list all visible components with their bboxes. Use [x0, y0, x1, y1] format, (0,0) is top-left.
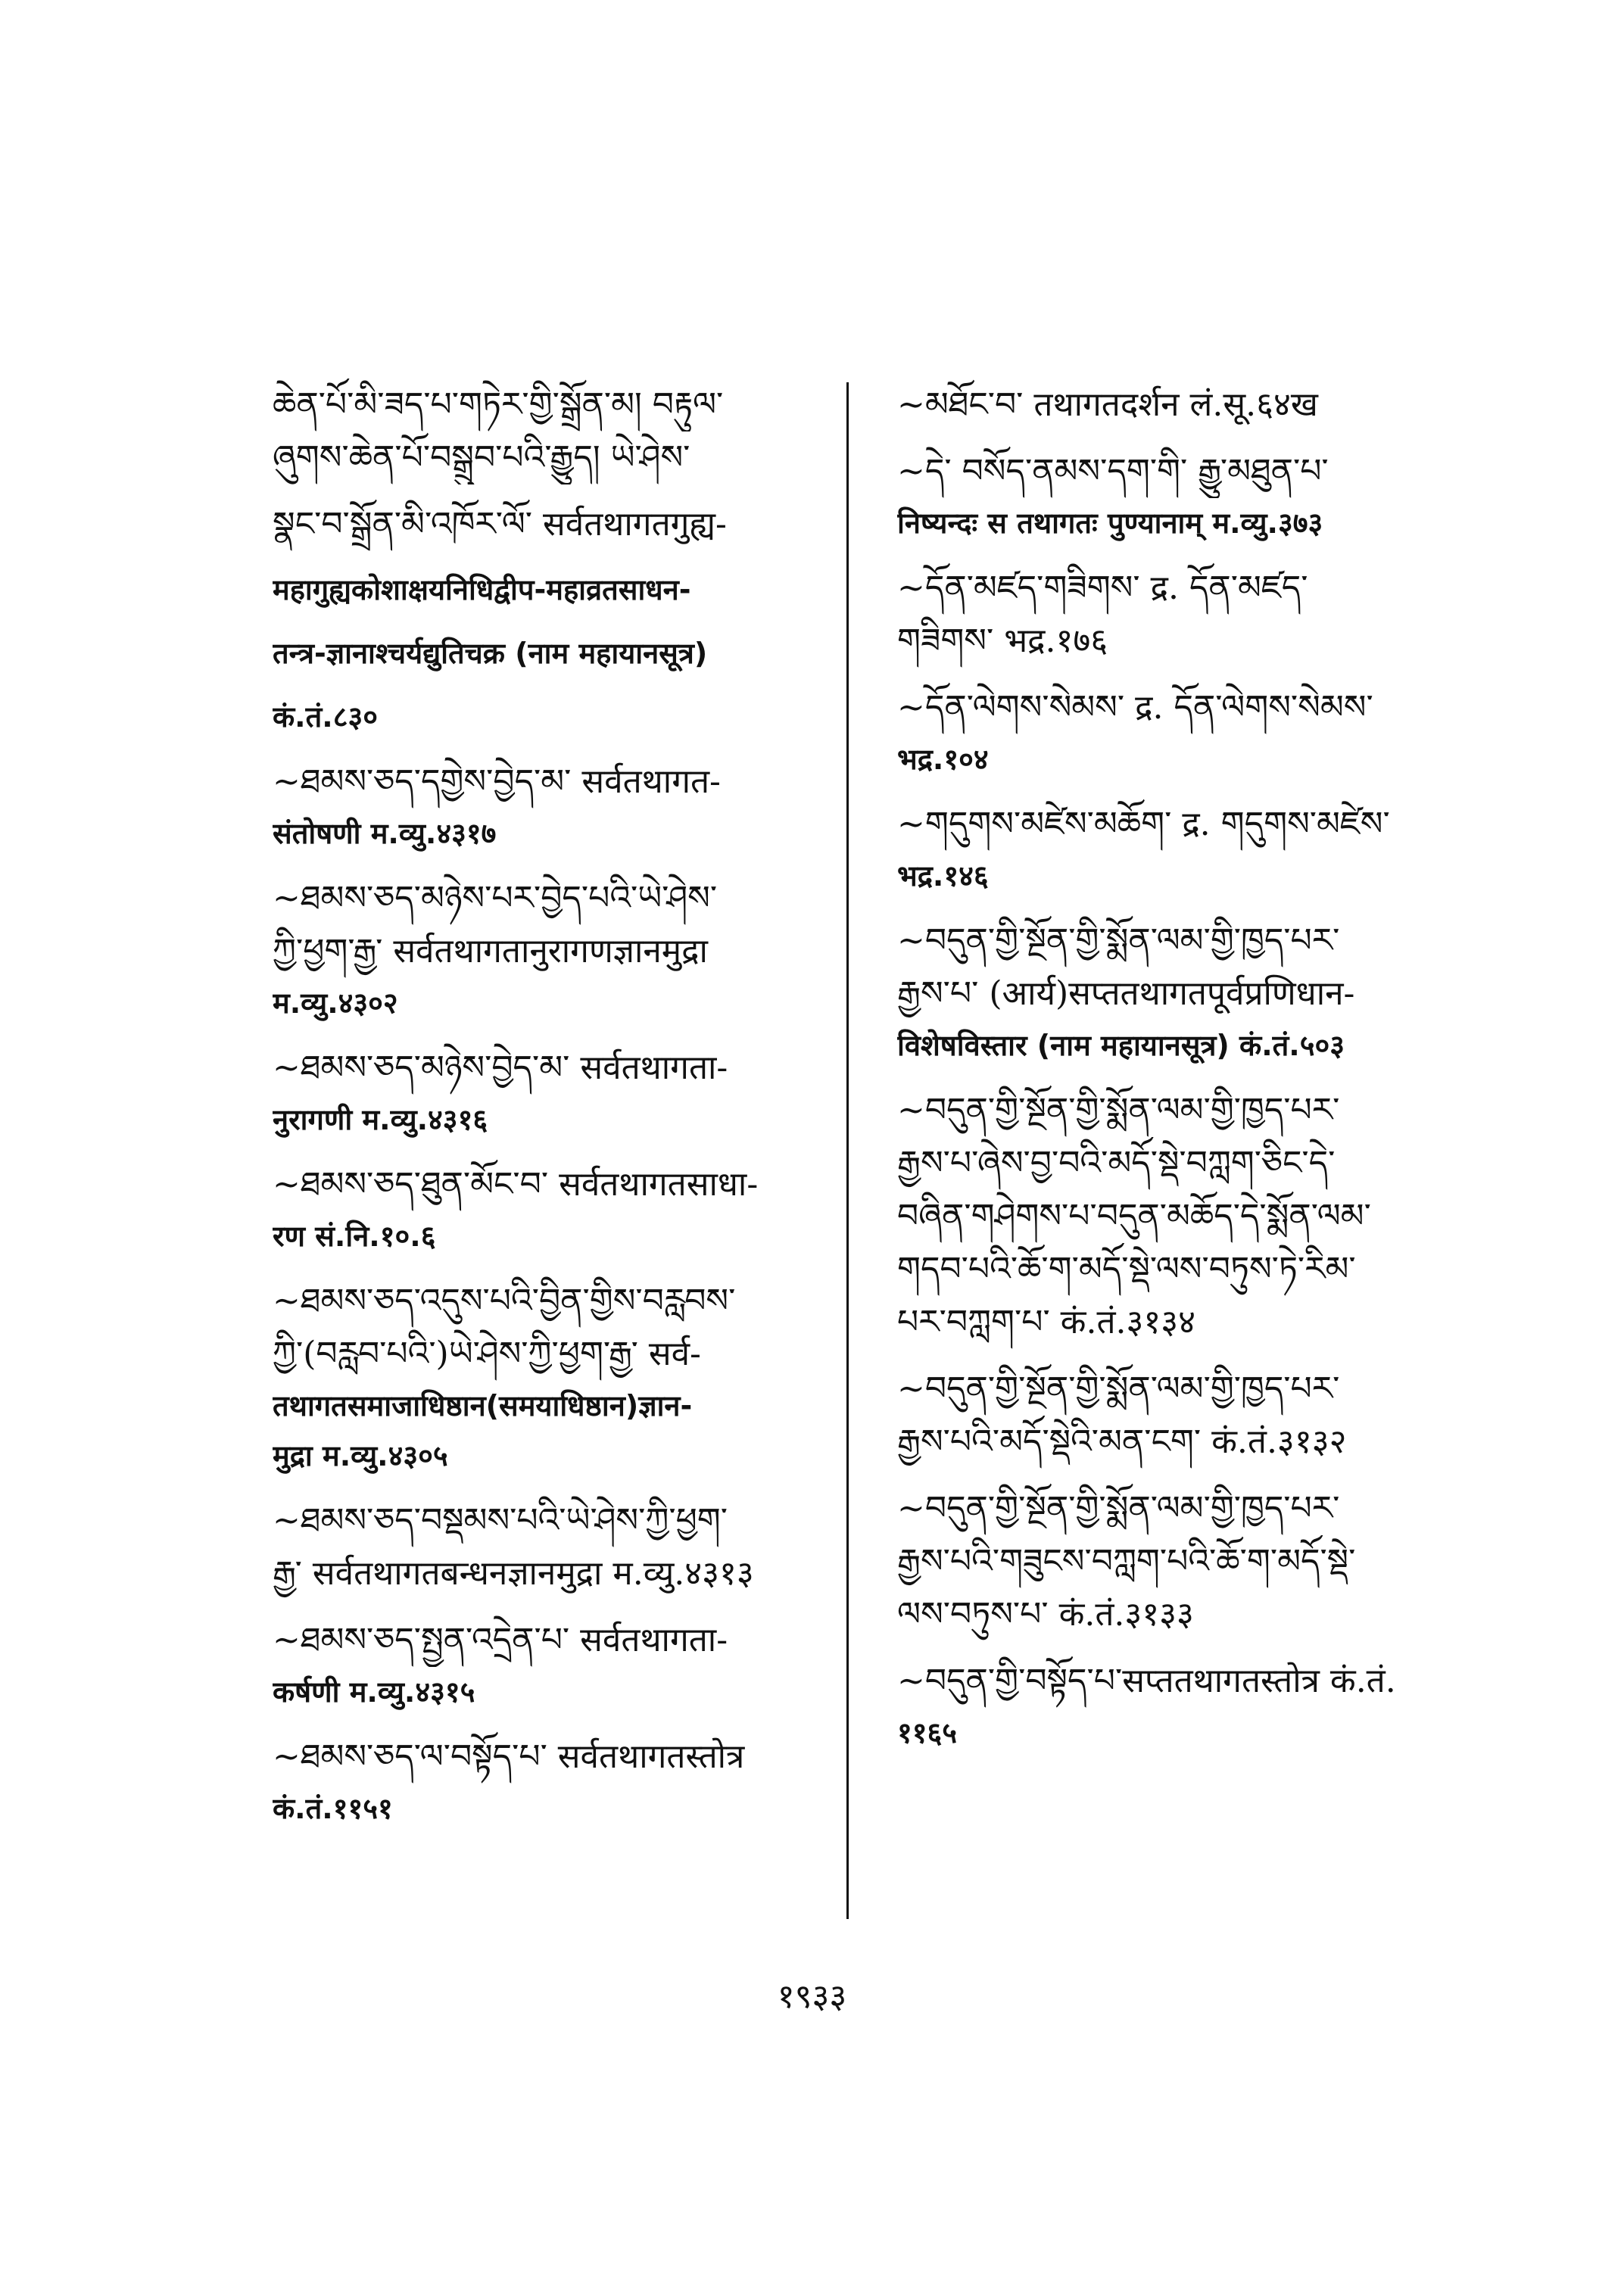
entry-line: भद्र.१४६ — [897, 859, 989, 893]
entry-line: ११६५ — [897, 1716, 958, 1749]
entry-line: तन्त्र-ज्ञानाश्चर्यद्युतिचक्र (नाम महायानसूत्र) — [273, 637, 708, 670]
entry-line: ལས་བཏུས་པ་ कं.तं.३१३३ — [897, 1595, 1194, 1634]
entry-line: ~དོན་ལེགས་སེམས་ द्र. དོན་ལེགས་སེམས་ — [897, 688, 1373, 727]
dictionary-entry — [273, 565, 837, 615]
entry-line: ~ཐམས་ཅད་མཉེས་པར་བྱེད་པའི་ཡེ་ཤེས་ — [273, 879, 718, 918]
dictionary-entry — [897, 379, 1461, 431]
dictionary-entry — [273, 692, 837, 742]
entry-line: कं.तं.८३० — [273, 700, 378, 734]
dictionary-entry — [273, 379, 837, 484]
entry-line: ཀྱི་(བརླབ་པའི་)ཡེ་ཤེས་ཀྱི་ཕྱག་རྒྱ་ सर्व- — [273, 1335, 701, 1373]
right-column — [897, 379, 1461, 1771]
entry-line: ~དོན་མཛད་གཟིགས་ द्र. དོན་མཛད་ — [897, 569, 1308, 607]
dictionary-entry — [273, 628, 837, 678]
dictionary-entry — [273, 1731, 837, 1833]
entry-line: རྒྱས་པ་ཞེས་བྱ་བའི་མདོ་སྡེ་བཀླག་ཅིང་དེ་ — [897, 1144, 1336, 1182]
dictionary-entry — [273, 872, 837, 1028]
dictionary-entry — [897, 1655, 1461, 1758]
entry-line: मुद्रा म.व्यु.४३०५ — [273, 1439, 448, 1472]
entry-line: महागुह्यकोशाक्षयनिधिद्वीप-महाव्रतसाधन- — [273, 573, 691, 606]
entry-line: སྣང་བ་སྒྲོན་མི་འཁོར་ལོ་ सर्वतथागतगुह्य- — [273, 505, 727, 544]
dictionary-entry — [273, 1614, 837, 1717]
entry-line: ~བདུན་གྱི་སྔོན་གྱི་སྨོན་ལམ་གྱི་ཁྱད་པར་ — [897, 1489, 1340, 1528]
dictionary-entry — [897, 914, 1461, 1070]
entry-line: ~ཐམས་ཅད་བསྡམས་པའི་ཡེ་ཤེས་ཀྱི་ཕྱག་ — [273, 1501, 728, 1540]
entry-line: संतोषणी म.व्यु.४३१७ — [273, 817, 497, 850]
dictionary-entry — [897, 1482, 1461, 1641]
entry-line: ~ཐམས་ཅད་མཉེས་བྱེད་མ་ सर्वतथागता- — [273, 1048, 728, 1087]
dictionary-entry — [897, 1084, 1461, 1349]
entry-line: ~གདུགས་མཛེས་མཆོག་ द्र. གདུགས་མཛེས་ — [897, 805, 1390, 843]
entry-line: ~བདུན་གྱི་སྔོན་གྱི་སྨོན་ལམ་གྱི་ཁྱད་པར་ — [897, 1091, 1340, 1129]
entry-line: རྒྱ་ सर्वतथागतबन्धनज्ञानमुद्रा म.व्यु.४३१३ — [273, 1554, 754, 1593]
dictionary-entry — [897, 681, 1461, 784]
entry-line: ~དེ་ བསོད་ནམས་དག་གི་ རྒྱུ་མཐུན་པ་ — [897, 452, 1329, 491]
entry-line: ~ཐམས་ཅད་སྤྱན་འདྲེན་པ་ सर्वतथागता- — [273, 1621, 728, 1659]
dictionary-entry — [897, 562, 1461, 668]
entry-line: གཟིགས་ भद्र.१७६ — [897, 622, 1108, 660]
dictionary-entry — [273, 1275, 837, 1481]
entry-line: कं.तं.११५१ — [273, 1792, 393, 1825]
entry-line: ~བདུན་གྱི་སྔོན་གྱི་སྨོན་ལམ་གྱི་ཁྱད་པར་ — [897, 1369, 1340, 1408]
entry-line: རྒྱས་པ་ (आर्य)सप्ततथागतपूर्वप्रणिधान- — [897, 974, 1355, 1013]
entry-line: བཞིན་གཤེགས་པ་བདུན་མཆོད་དེ་སྨོན་ལམ་ — [897, 1197, 1371, 1235]
entry-line: कर्षणी म.व्यु.४३१५ — [273, 1675, 475, 1709]
entry-line: གདབ་པའི་ཆོ་ག་མདོ་སྡེ་ལས་བཏུས་ཏེ་རིམ་ — [897, 1250, 1356, 1288]
entry-line: པར་བཀླག་པ་ कं.तं.३१३४ — [897, 1303, 1196, 1341]
column-divider — [846, 382, 849, 1919]
entry-line: निष्यन्दः स तथागतः पुण्यानाम् म.व्यु.३७३ — [897, 506, 1323, 540]
entry-line: རྒྱས་པའི་མདོ་སྡེའི་མན་ངག་ कं.तं.३१३२ — [897, 1422, 1347, 1461]
dictionary-entry — [273, 498, 837, 551]
dictionary-entry — [273, 756, 837, 858]
entry-line: ~ཐམས་ཅད་ལ་བསྟོད་པ་ सर्वतथागतस्तोत्र — [273, 1737, 745, 1776]
entry-line: भद्र.१०४ — [897, 743, 989, 776]
entry-line: नुरागणी म.व्यु.४३१६ — [273, 1103, 488, 1136]
entry-line: तथागतसमाजाधिष्ठान(समयाधिष्ठान)ज्ञान- — [273, 1389, 693, 1422]
entry-line: རྒྱས་པའི་གཟུངས་བཀླག་པའི་ཆོ་ག་མདོ་སྡེ་ — [897, 1542, 1356, 1581]
dictionary-entry — [897, 1363, 1461, 1469]
entry-line: ~བདུན་གྱི་སྔོན་གྱི་སྨོན་ལམ་གྱི་ཁྱད་པར་ — [897, 921, 1340, 960]
page-number: १९३३ — [777, 1977, 847, 2016]
entry-line: ~བདུན་གྱི་བསྟོད་པ་सप्ततथागतस्तोत्र कं.तं. — [897, 1662, 1396, 1700]
dictionary-entry — [897, 798, 1461, 901]
dictionary-entry — [273, 1158, 837, 1261]
entry-line: ~ཐམས་ཅད་དགྱེས་བྱེད་མ་ सर्वतथागत- — [273, 762, 721, 801]
dictionary-entry — [273, 1494, 837, 1600]
entry-line: म.व्यु.४३०२ — [273, 986, 398, 1020]
entry-line: ~མཐོང་བ་ तथागतदर्शन लं.सू.६४ख — [897, 385, 1318, 424]
entry-line: ཞུགས་ཆེན་པོ་བསྒྲུབ་པའི་རྒྱུད། ཡེ་ཤེས་ — [273, 438, 690, 477]
entry-line: विशेषविस्तार (नाम महायानसूत्र) कं.तं.५०३ — [897, 1029, 1345, 1062]
dictionary-entry — [897, 445, 1461, 548]
dictionary-entry — [273, 1042, 837, 1145]
entry-line: रण सं.नि.१०.६ — [273, 1220, 436, 1253]
entry-line: ~ཐམས་ཅད་ཐུན་མོང་བ་ सर्वतथागतसाधा- — [273, 1165, 759, 1204]
entry-line: ཀྱི་ཕྱག་རྒྱ་ सर्वतथागतानुरागणज्ञानमुद्रा — [273, 932, 708, 970]
entry-line: ~ཐམས་ཅད་འདུས་པའི་བྱིན་གྱིས་བརླབས་ — [273, 1282, 736, 1320]
left-column — [273, 379, 837, 1847]
entry-line: ཆེན་པོ་མི་ཟད་པ་གཏེར་གྱི་སྒྲོན་མ། བརྟུལ་ — [273, 385, 724, 424]
